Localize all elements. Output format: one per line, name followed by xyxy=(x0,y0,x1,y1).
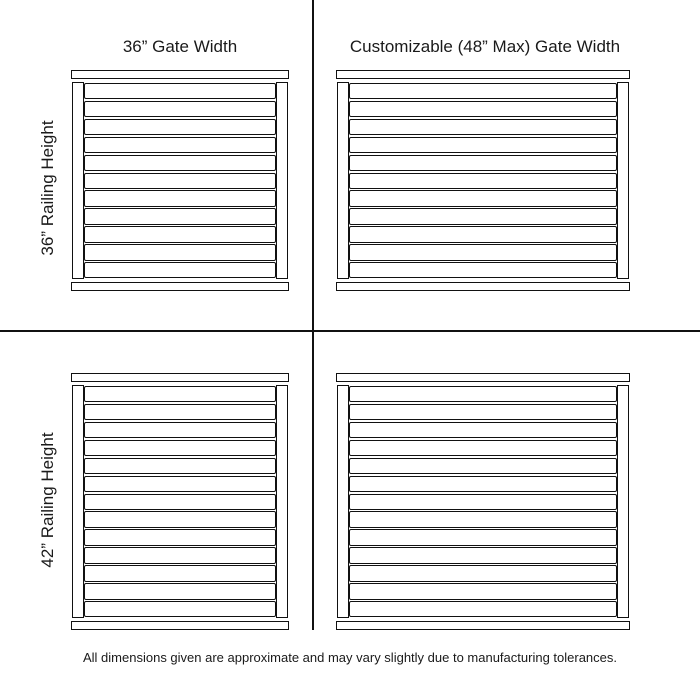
gate-bottom-rail xyxy=(336,621,630,630)
gate-slat xyxy=(349,119,617,135)
gate-slat xyxy=(84,422,276,438)
gate-slat xyxy=(84,440,276,456)
gate-slat xyxy=(84,565,276,581)
gate-slat xyxy=(349,386,617,402)
gate-left-post xyxy=(72,385,84,618)
gate-slat xyxy=(84,173,276,189)
gate-slat xyxy=(349,262,617,278)
gate-slat xyxy=(349,565,617,581)
gate-slat xyxy=(349,458,617,474)
gate-top-rail xyxy=(336,70,630,79)
gate-36w-36h xyxy=(71,70,289,291)
gate-slat xyxy=(349,155,617,171)
gate-top-rail xyxy=(71,70,289,79)
gate-right-post xyxy=(276,385,288,618)
row-title-36-height: 36” Railing Height xyxy=(38,120,57,256)
gate-slat xyxy=(84,476,276,492)
gate-top-rail xyxy=(71,373,289,382)
gate-slat xyxy=(349,173,617,189)
gate-slat xyxy=(84,137,276,153)
column-title-36-width: 36” Gate Width xyxy=(122,37,238,56)
gate-slat xyxy=(84,511,276,527)
gate-slat xyxy=(84,101,276,117)
gate-slat xyxy=(349,404,617,420)
gate-left-post xyxy=(72,82,84,279)
footnote: All dimensions given are approximate and may vary slightly due to manufacturing tolerances. xyxy=(83,650,617,665)
gate-right-post xyxy=(617,385,629,618)
gate-slat xyxy=(349,208,617,224)
gate-slat xyxy=(349,529,617,545)
gate-slat xyxy=(349,511,617,527)
gate-top-rail xyxy=(336,373,630,382)
gate-slat xyxy=(84,547,276,563)
gate-slat xyxy=(349,244,617,260)
gate-bottom-rail xyxy=(71,282,289,291)
gate-slat xyxy=(349,601,617,617)
gate-slat xyxy=(349,494,617,510)
gate-slat xyxy=(349,583,617,599)
gate-slat xyxy=(84,458,276,474)
gate-slat xyxy=(84,529,276,545)
row-title-42-height: 42” Railing Height xyxy=(38,432,57,568)
gate-slat xyxy=(84,494,276,510)
column-title-custom-width: Customizable (48” Max) Gate Width xyxy=(349,37,621,56)
gate-bottom-rail xyxy=(336,282,630,291)
gate-slat xyxy=(84,601,276,617)
gate-slat xyxy=(349,190,617,206)
gate-slat xyxy=(84,155,276,171)
gate-slat xyxy=(349,422,617,438)
gate-slat xyxy=(84,190,276,206)
gate-custom-42h xyxy=(336,373,630,630)
gate-slat xyxy=(84,262,276,278)
gate-slat xyxy=(349,547,617,563)
gate-slat xyxy=(349,83,617,99)
gate-slat xyxy=(84,208,276,224)
gate-right-post xyxy=(276,82,288,279)
gate-slat xyxy=(84,244,276,260)
gate-slat xyxy=(84,583,276,599)
gate-left-post xyxy=(337,82,349,279)
gate-slat xyxy=(349,440,617,456)
gate-bottom-rail xyxy=(71,621,289,630)
gate-slat xyxy=(84,386,276,402)
gate-slat xyxy=(349,476,617,492)
gate-custom-36h xyxy=(336,70,630,291)
vertical-divider xyxy=(312,0,314,630)
gate-slat xyxy=(84,83,276,99)
horizontal-divider xyxy=(0,330,700,332)
gate-slat xyxy=(84,404,276,420)
gate-left-post xyxy=(337,385,349,618)
gate-right-post xyxy=(617,82,629,279)
gate-slat xyxy=(349,226,617,242)
gate-36w-42h xyxy=(71,373,289,630)
gate-slat xyxy=(84,226,276,242)
gate-slat xyxy=(349,137,617,153)
gate-slat xyxy=(349,101,617,117)
gate-slat xyxy=(84,119,276,135)
